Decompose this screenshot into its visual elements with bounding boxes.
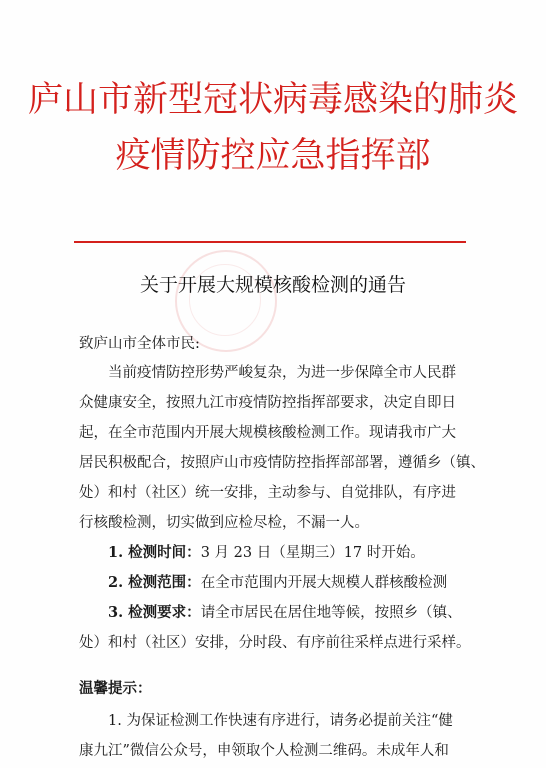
paragraph-line: 居民积极配合，按照庐山市疫情防控指挥部部署，遵循乡（镇、 (79, 455, 485, 471)
issuer-title-line-1: 庐山市新型冠状病毒感染的肺炎 (27, 80, 518, 120)
paragraph-line: 起，在全市范围内开展大规模核酸检测工作。现请我市广大 (79, 425, 456, 441)
salutation: 致庐山市全体市民: (79, 336, 200, 352)
item-label: 1. 检测时间： (108, 544, 201, 561)
paragraph-line: 处）和村（社区）统一安排，主动参与、自觉排队，有序进 (79, 485, 456, 501)
paragraph-line: 当前疫情防控形势严峻复杂，为进一步保障全市人民群 (108, 365, 456, 381)
item-text: 3 月 23 日（星期三）17 时开始。 (200, 545, 425, 561)
item-detection-time (108, 543, 425, 563)
item-detection-requirement (108, 603, 462, 623)
tip-line: 康九江”微信公众号，申领取个人检测二维码。未成年人和 (79, 743, 449, 759)
notice-title: 关于开展大规模核酸检测的通告 (139, 274, 406, 296)
tips-heading: 温馨提示： (79, 680, 152, 697)
tip-line: 1. 为保证检测工作快速有序进行，请务必提前关注“健 (108, 713, 453, 729)
paragraph-line: 行核酸检测，切实做到应检尽检，不漏一人。 (79, 515, 369, 531)
item-continuation: 处）和村（社区）安排，分时段、有序前往采样点进行采样。 (79, 635, 471, 651)
issuer-title-line-2: 疫情防控应急指挥部 (115, 136, 431, 176)
item-text: 请全市居民在居住地等候，按照乡（镇、 (200, 605, 462, 621)
paragraph-line: 众健康安全，按照九江市疫情防控指挥部要求，决定自即日 (79, 395, 456, 411)
red-divider-rule (74, 241, 466, 243)
item-label: 2. 检测范围： (108, 574, 201, 591)
item-text: 在全市范围内开展大规模人群核酸检测 (200, 575, 448, 591)
item-detection-scope (108, 573, 447, 593)
item-label: 3. 检测要求： (108, 604, 201, 621)
